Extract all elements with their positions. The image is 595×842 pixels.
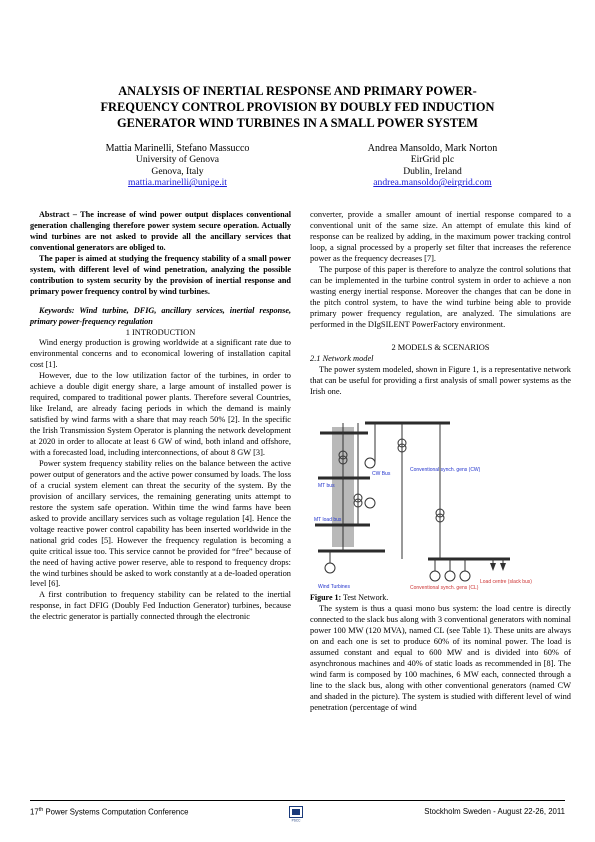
body-paragraph: converter, provide a smaller amount of inertial response compared to a conventional unit of the same size. An attempt of emulate this kind of response can be realized by adding, in the maximum power tracking control loop, a signal processed by a properly set filter that increases the reference power as the frequency decreases [7]. — [310, 210, 571, 263]
logo-text: PSCC — [291, 818, 301, 822]
figure-caption — [310, 593, 571, 604]
conference-number: 17 — [30, 807, 39, 817]
wind-turbines-label: Wind Turbines — [318, 584, 350, 591]
mt-load-label: MT load bus — [314, 517, 342, 524]
conference-ordinal: th — [38, 807, 44, 813]
author-location: Genova, Italy — [151, 165, 204, 177]
footer-left — [30, 807, 188, 817]
body-paragraph: The purpose of this paper is therefore to analyze the control solutions that can be implemented in the turbine control system in order to achieve a non wasting energy inertial response. Moreover the changes that can be done in the pitch control system, to have the wind turbine being able to provide primary power frequency regulation, are analyzed. The simulations are performed in the DIgSILENT PowerFactory environment. — [310, 264, 571, 329]
author-block-1 — [60, 143, 295, 189]
author-affiliation: University of Genova — [135, 154, 220, 166]
cw-gen-label: Conventional synch. gens (CW) — [410, 467, 481, 474]
pscc-logo — [289, 806, 303, 822]
figure-caption-text: Test Network. — [341, 593, 389, 603]
author-block-2 — [315, 143, 550, 189]
footer-divider — [30, 800, 565, 801]
body-paragraph: Wind energy production is growing worldwide at a significant rate due to environmental concerns and to economical lowering of installation capital cost [1]. — [30, 338, 291, 370]
footer-right: Stockholm Sweden - August 22-26, 2011 — [424, 807, 565, 816]
right-column — [310, 210, 571, 714]
section-heading: 1 INTRODUCTION — [125, 327, 196, 337]
subsection-heading: 2.1 Network model — [310, 354, 374, 364]
body-paragraph: The system is thus a quasi mono bus system: the load centre is directly connected to the slack bus along with 3 conventional generators with nominal power 100 MW (120 MVA), named CL (see Table 1). These units are always on and each one is set to produce 60% of its nominal power. The load is assumed constant and equal to 600 MW and is divided into 60% of asynchronous machines and 40% of static loads as recommended in [8]. The wind farm is composed by 100 machines, 6 MW each, connected through a line to the slack bus, along with other conventional generators (named CW and shaded in the picture). The system is studied with different level of wind penetration (percentage of wind — [310, 604, 571, 712]
cw-bus-label: CW Bus — [372, 471, 391, 478]
paper-title — [30, 83, 565, 131]
author-email-link[interactable]: andrea.mansoldo@eirgrid.com — [373, 177, 492, 189]
keywords: Keywords: Wind turbine, DFIG, ancillary services, inertial response, primary power-frequency regulation — [30, 305, 291, 326]
conference-name: Power Systems Computation Conference — [43, 807, 189, 817]
generator-symbol — [365, 498, 375, 508]
author-names: Andrea Mansoldo, Mark Norton — [367, 143, 498, 154]
network-figure — [310, 403, 571, 593]
author-location: Dublin, Ireland — [403, 165, 462, 177]
generator-symbol — [445, 571, 455, 581]
author-affiliation: EirGrid plc — [410, 154, 455, 166]
body-paragraph: However, due to the low utilization factor of the turbines, in order to achieve a double digit energy share, a large amount of installed power is required, compared to traditional power plants. Therefore several Countries, like Ireland, are already facing periods in which the demand is mainly satisfied by wind farms with a share that may reach 50% [2]. In the specific the Irish Transmission System Operator is planning the network development at 2020 in order to allocate at least 6 GW of wind, both inland and offshore, with a forecasted load, including interconnections, of about 8 GW [3]. — [30, 371, 291, 458]
abstract-paragraph: The paper is aimed at studying the frequency stability of a small power system, with different level of wind penetration, analyzing the possible contribution to system security by the provision of inertial response and primary power frequency control by wind turbines. — [30, 253, 291, 296]
body-paragraph: A first contribution to frequency stability can be related to the inertial response, in fact DFIG (Doubly Fed Induction Generator) turbines, because the electric generator is partially connected through the electronic — [30, 590, 291, 622]
title-line-2: FREQUENCY CONTROL PROVISION BY DOUBLY FED INDUCTION — [100, 100, 495, 114]
mt-bus-label: MT bus — [318, 483, 335, 490]
section-heading: 2 MODELS & SCENARIOS — [391, 343, 490, 353]
title-line-3: GENERATOR WIND TURBINES IN A SMALL POWER SYSTEM — [117, 116, 478, 130]
cl-gen-label: Conventional synch. gens (CL) — [410, 585, 479, 592]
load-centre-label: Load centre (slack bus) — [480, 579, 532, 586]
generator-symbol — [430, 571, 440, 581]
generator-symbol — [460, 571, 470, 581]
wind-turbine-symbol — [325, 563, 335, 573]
author-email-link[interactable]: mattia.marinelli@unige.it — [128, 177, 227, 189]
body-paragraph: The power system modeled, shown in Figure 1, is a representative network that can be useful for providing a first analysis of small power systems as the Irish one. — [310, 365, 571, 397]
left-column — [30, 210, 291, 623]
figure-caption-label: Figure 1: — [310, 593, 342, 603]
abstract-paragraph: Abstract – The increase of wind power output displaces conventional generation challenging therefore power system secure operation. Actually wind turbines are not asked to provide all the ancillary services that conventional generators are obliged to. — [30, 210, 291, 252]
title-line-1: ANALYSIS OF INERTIAL RESPONSE AND PRIMARY POWER- — [118, 84, 477, 98]
generator-symbol — [365, 458, 375, 468]
author-names: Mattia Marinelli, Stefano Massucco — [105, 143, 250, 154]
network-diagram — [310, 403, 571, 593]
body-paragraph: Power system frequency stability relies on the balance between the active power output of generators and the active power consumed by loads. The loss of a crucial system element can threat the security of the system. By the provision of ancillary services, the remaining generating units attempt to restore the system safe operation. Within time the wind farms have been asked to provide ancillary services such as voltage regulation [4]. Hence the voltage reactive power control capability has been inserted worldwide in the national grid codes [5]. However the frequency regulation is becoming a quite critical issue too. This service cannot be provided for “free” because of the need of having active power reserve, able to respond to frequency drops: the wind turbines should be asked to work constantly at a de-loaded operation level [6]. — [30, 458, 291, 589]
